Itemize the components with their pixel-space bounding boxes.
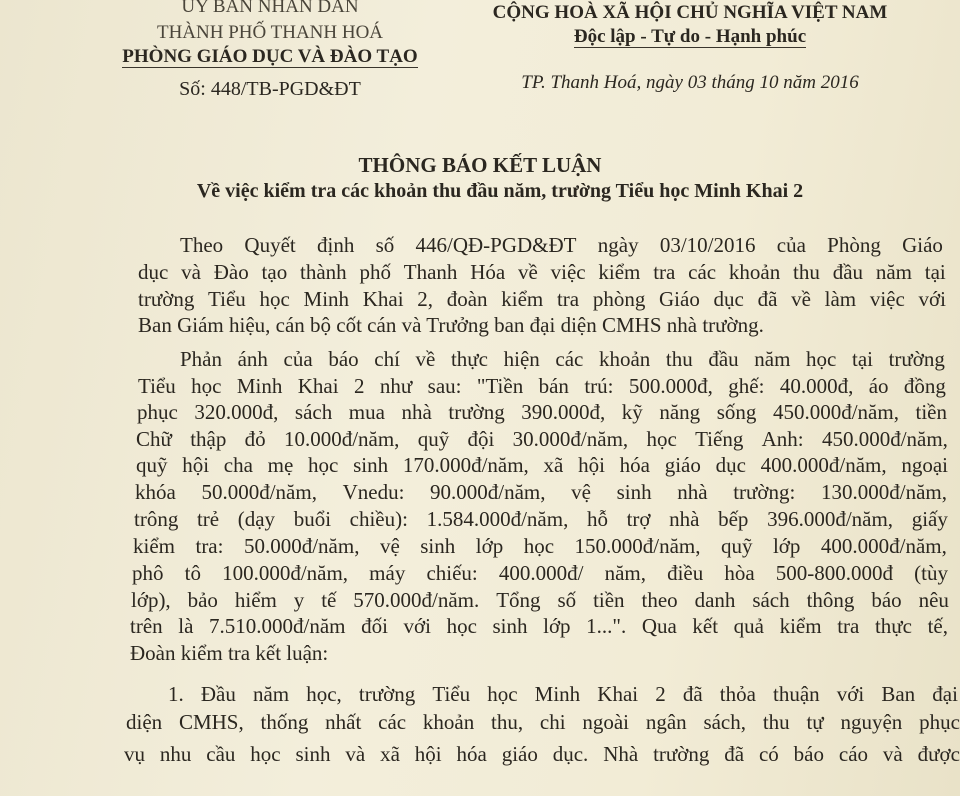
word: 2: [655, 682, 666, 706]
word: thuận: [773, 682, 820, 706]
word: học: [259, 287, 290, 311]
word: áo: [868, 374, 889, 398]
word: báo: [871, 588, 902, 612]
word: mua: [348, 400, 385, 424]
word: sách: [294, 400, 333, 424]
word: vụ: [124, 742, 145, 766]
word: 50.000đ/năm,: [201, 480, 317, 504]
word: thông: [806, 588, 855, 612]
word: Chữ: [136, 427, 172, 451]
word: Đào: [213, 260, 249, 284]
word: dục: [715, 453, 746, 477]
word: học: [806, 347, 837, 371]
body-line: [135, 480, 947, 505]
word: danh: [694, 588, 736, 612]
word: Hóa: [470, 260, 506, 284]
word: về: [415, 347, 436, 371]
word: 2: [353, 374, 365, 398]
word: của: [283, 347, 313, 371]
word: thỏa: [719, 682, 756, 706]
word: 7.510.000đ/năm: [209, 614, 346, 638]
word: nhất: [325, 710, 362, 734]
word: kiểm: [133, 534, 175, 558]
word: Theo: [180, 233, 224, 257]
word: số: [375, 233, 395, 257]
word: trợ: [626, 507, 651, 531]
word: 50.000đ/năm,: [243, 534, 360, 558]
word: 1...".: [586, 614, 627, 638]
word: học,: [306, 682, 342, 706]
word: kết: [692, 614, 719, 638]
body-line: [138, 374, 946, 399]
word: 570.000đ/năm.: [353, 588, 480, 612]
word: sinh: [420, 534, 456, 558]
word: Khai: [597, 682, 639, 706]
word: đại: [932, 682, 958, 706]
document-date: TP. Thanh Hoá, ngày 03 tháng 10 năm 2016: [521, 72, 859, 93]
body-line: [131, 588, 949, 613]
body-line: Ban Giám hiệu, cán bộ cốt cán và Trưởng ban đại diện CMHS nhà trường.: [138, 313, 764, 337]
word: lớp: [772, 534, 801, 558]
word: ngân: [645, 710, 687, 734]
word: ngoài: [582, 710, 630, 734]
body-line: [132, 561, 948, 586]
word: tại: [851, 347, 873, 371]
document-title: THÔNG BÁO KẾT LUẬN: [358, 153, 602, 177]
word: trường:: [733, 480, 796, 504]
word: 10.000đ/năm,: [283, 427, 400, 451]
word: Minh: [303, 287, 350, 311]
word: xã: [380, 742, 400, 766]
word: 400.000đ/năm,: [760, 453, 887, 477]
word: Minh: [534, 682, 581, 706]
word: bếp: [718, 507, 749, 531]
word: ngoại: [901, 453, 948, 477]
word: "Tiền: [476, 374, 524, 398]
header-department-text: PHÒNG GIÁO DỤC VÀ ĐÀO TẠO: [122, 46, 418, 67]
word: diện: [126, 710, 163, 734]
word: học: [487, 682, 518, 706]
word: tế,: [927, 614, 948, 638]
body-line: [180, 347, 945, 372]
word: tra: [653, 260, 676, 284]
word: 170.000đ/năm,: [402, 453, 529, 477]
word: tiền: [915, 400, 947, 424]
word: hội: [182, 453, 210, 477]
word: đã: [724, 742, 745, 766]
word: với: [918, 287, 946, 311]
word: Đầu: [200, 682, 236, 706]
word: phòng: [592, 287, 646, 311]
word: lớp: [475, 534, 504, 558]
word: báo: [328, 347, 359, 371]
word: vệ: [379, 534, 400, 558]
word: như: [379, 374, 413, 398]
document-number: Số: 448/TB-PGD&ĐT: [179, 78, 361, 100]
body-line: [124, 742, 960, 767]
word: nguyện: [840, 710, 903, 734]
word: nhu: [159, 742, 192, 766]
word: kiểm: [501, 287, 544, 311]
word: sinh: [616, 480, 652, 504]
word: Tiếng: [695, 427, 744, 451]
word: sống: [716, 400, 757, 424]
word: 30.000đ/năm,: [512, 427, 629, 451]
word: phục: [137, 400, 178, 424]
word: Phản: [180, 347, 222, 371]
word: giáo: [501, 742, 538, 766]
word: đầu: [832, 260, 864, 284]
word: hóa: [619, 453, 650, 477]
body-line: [137, 400, 947, 425]
word: 446/QĐ-PGD&ĐT: [415, 233, 577, 257]
word: 2,: [417, 287, 434, 311]
word: năm: [754, 347, 791, 371]
word: sau:: [427, 374, 462, 398]
word: 396.000đ/năm,: [767, 507, 894, 531]
word: trường: [138, 287, 195, 311]
word: năm: [252, 682, 290, 706]
word: Khai: [362, 287, 404, 311]
header-motto: [440, 26, 940, 48]
word: nhà: [401, 400, 432, 424]
body-line: [126, 710, 960, 735]
word: trường: [358, 682, 416, 706]
header-republic: CỘNG HOÀ XÃ HỘI CHỦ NGHĨA VIỆT NAM: [492, 2, 888, 23]
word: kiểm: [598, 260, 641, 284]
word: 450.000đ/năm,: [821, 427, 948, 451]
word: phô: [132, 561, 164, 585]
header-motto-text: Độc lập - Tự do - Hạnh phúc: [573, 26, 807, 47]
word: các: [555, 347, 584, 371]
word: việc: [550, 260, 586, 284]
word: đã: [682, 682, 703, 706]
word: (dạy: [237, 507, 276, 531]
word: (tùy: [914, 561, 948, 585]
word: thập: [190, 427, 227, 451]
word: phục: [919, 710, 960, 734]
word: CMHS,: [178, 710, 244, 734]
word: Quyết: [244, 233, 296, 257]
word: Qua: [641, 614, 677, 638]
word: học: [646, 427, 677, 451]
word: và: [345, 742, 366, 766]
word: các: [378, 710, 407, 734]
word: 1.584.000đ/năm,: [426, 507, 569, 531]
word: việc: [869, 287, 905, 311]
word: báo: [793, 742, 824, 766]
word: quỹ: [136, 453, 168, 477]
word: tự: [806, 710, 824, 734]
word: trên: [130, 614, 163, 638]
word: Tiểu: [432, 682, 471, 706]
word: 40.000đ,: [779, 374, 854, 398]
word: dục: [138, 260, 169, 284]
word: Khai: [297, 374, 339, 398]
word: quỹ: [720, 534, 753, 558]
word: 390.000đ,: [521, 400, 606, 424]
word: 1.: [168, 682, 184, 706]
word: trường: [888, 347, 945, 371]
word: với: [836, 682, 865, 706]
word: đội: [467, 427, 495, 451]
word: Nhà: [603, 742, 639, 766]
word: trường: [448, 400, 505, 424]
word: kiểm: [779, 614, 822, 638]
word: có: [758, 742, 779, 766]
word: bán: [538, 374, 569, 398]
header-committee: UY BAN NHAN DAN: [181, 0, 359, 17]
word: tô: [184, 561, 201, 585]
word: nhà: [677, 480, 708, 504]
body-line: [168, 682, 958, 707]
word: 90.000đ/năm,: [430, 480, 546, 504]
word: Tiểu: [208, 287, 246, 311]
word: cáo: [838, 742, 869, 766]
word: giấy: [911, 507, 948, 531]
word: trông: [134, 507, 179, 531]
word: khoản: [598, 347, 651, 371]
word: làm: [824, 287, 857, 311]
header-city: THÀNH PHỐ THANH HOÁ: [156, 22, 384, 43]
word: tra: [837, 614, 860, 638]
word: chí: [374, 347, 400, 371]
body-line: [136, 427, 948, 452]
word: học: [308, 453, 339, 477]
word: 400.000đ/: [498, 561, 584, 585]
word: điều: [667, 561, 704, 585]
word: định: [316, 233, 355, 257]
word: 320.000đ,: [194, 400, 279, 424]
word: xã: [543, 453, 564, 477]
word: đối: [361, 614, 388, 638]
word: 450.000đ/năm,: [772, 400, 899, 424]
word: hóa: [456, 742, 487, 766]
word: tế: [321, 588, 337, 612]
word: tra:: [195, 534, 224, 558]
word: về: [791, 287, 811, 311]
word: ghế:: [728, 374, 765, 398]
word: hòa: [724, 561, 755, 585]
word: học: [523, 534, 555, 558]
word: máy: [369, 561, 406, 585]
word: năng: [659, 400, 701, 424]
word: đã: [757, 287, 778, 311]
body-line: [133, 534, 947, 559]
word: sinh: [492, 614, 528, 638]
word: dục.: [552, 742, 589, 766]
word: khoản: [422, 710, 475, 734]
word: Vnedu:: [342, 480, 405, 504]
word: và: [181, 260, 201, 284]
body-line: [138, 260, 946, 285]
word: trường: [653, 742, 710, 766]
word: trú:: [584, 374, 614, 398]
word: năm: [875, 260, 912, 284]
word: học: [446, 614, 477, 638]
word: y: [293, 588, 305, 612]
body-line: [134, 507, 948, 532]
word: 500.000đ,: [628, 374, 713, 398]
word: hội: [414, 742, 442, 766]
word: thu,: [491, 710, 524, 734]
body-line: [180, 233, 943, 258]
word: buổi: [293, 507, 332, 531]
word: của: [776, 233, 806, 257]
word: số: [557, 588, 577, 612]
word: sách,: [703, 710, 747, 734]
word: lớp: [543, 614, 571, 638]
word: kỹ: [621, 400, 643, 424]
word: các: [688, 260, 717, 284]
word: bảo: [187, 588, 218, 612]
word: chi: [539, 710, 566, 734]
word: giáo: [664, 453, 701, 477]
word: ngày: [597, 233, 639, 257]
word: về: [518, 260, 538, 284]
word: Thanh: [403, 260, 458, 284]
word: theo: [641, 588, 678, 612]
word: là: [178, 614, 194, 638]
word: 03/10/2016: [659, 233, 756, 257]
word: 130.000đ/năm,: [820, 480, 947, 504]
word: học: [191, 374, 222, 398]
word: với: [403, 614, 431, 638]
word: Giáo: [902, 233, 943, 257]
word: cha: [223, 453, 253, 477]
word: đầu: [708, 347, 739, 371]
word: thống: [260, 710, 309, 734]
word: thành: [300, 260, 347, 284]
word: khóa: [135, 480, 176, 504]
word: năm,: [604, 561, 646, 585]
word: 400.000đ/năm,: [820, 534, 947, 558]
body-line: [138, 287, 946, 312]
word: 500-800.000đ: [775, 561, 894, 585]
word: hỗ: [586, 507, 608, 531]
word: tại: [924, 260, 946, 284]
word: chiếu:: [426, 561, 478, 585]
word: đoàn: [446, 287, 488, 311]
body-line: [136, 453, 948, 478]
word: nêu: [918, 588, 949, 612]
word: tạo: [261, 260, 288, 284]
word: dục: [713, 287, 744, 311]
word: lớp),: [131, 588, 171, 612]
word: sách: [752, 588, 790, 612]
word: hội: [578, 453, 605, 477]
word: vệ: [571, 480, 591, 504]
word: sinh: [353, 453, 389, 477]
word: thực: [450, 347, 488, 371]
word: khoản: [728, 260, 781, 284]
word: được: [917, 742, 960, 766]
word: cầu: [206, 742, 236, 766]
word: Anh:: [761, 427, 804, 451]
word: đỏ: [244, 427, 266, 451]
word: đồng: [903, 374, 946, 398]
document-subtitle: Về việc kiểm tra các khoản thu đầu năm, trường Tiểu học Minh Khai 2: [196, 180, 804, 202]
word: học: [250, 742, 281, 766]
word: hiện: [503, 347, 540, 371]
word: Tổng: [496, 588, 541, 612]
word: chiều):: [349, 507, 408, 531]
word: trẻ: [196, 507, 220, 531]
body-line: [130, 614, 948, 639]
word: tra: [556, 287, 580, 311]
word: ánh: [237, 347, 268, 371]
word: Giáo: [659, 287, 700, 311]
word: mẹ: [267, 453, 294, 477]
word: nhà: [669, 507, 700, 531]
word: Ban: [881, 682, 916, 706]
word: hiểm: [234, 588, 277, 612]
word: thu: [665, 347, 693, 371]
word: quỹ: [417, 427, 450, 451]
word: tiền: [593, 588, 625, 612]
word: sinh: [295, 742, 331, 766]
body-line: Đoàn kiểm tra kết luận:: [130, 641, 329, 665]
word: thu: [793, 260, 820, 284]
word: 150.000đ/năm,: [574, 534, 701, 558]
word: thực: [874, 614, 912, 638]
word: quả: [733, 614, 764, 638]
header-department: [90, 46, 450, 68]
word: và: [882, 742, 903, 766]
word: 100.000đ/năm,: [222, 561, 349, 585]
word: Minh: [236, 374, 283, 398]
word: Phòng: [827, 233, 881, 257]
word: phố: [359, 260, 391, 284]
word: Tiểu: [138, 374, 176, 398]
word: thu: [762, 710, 790, 734]
